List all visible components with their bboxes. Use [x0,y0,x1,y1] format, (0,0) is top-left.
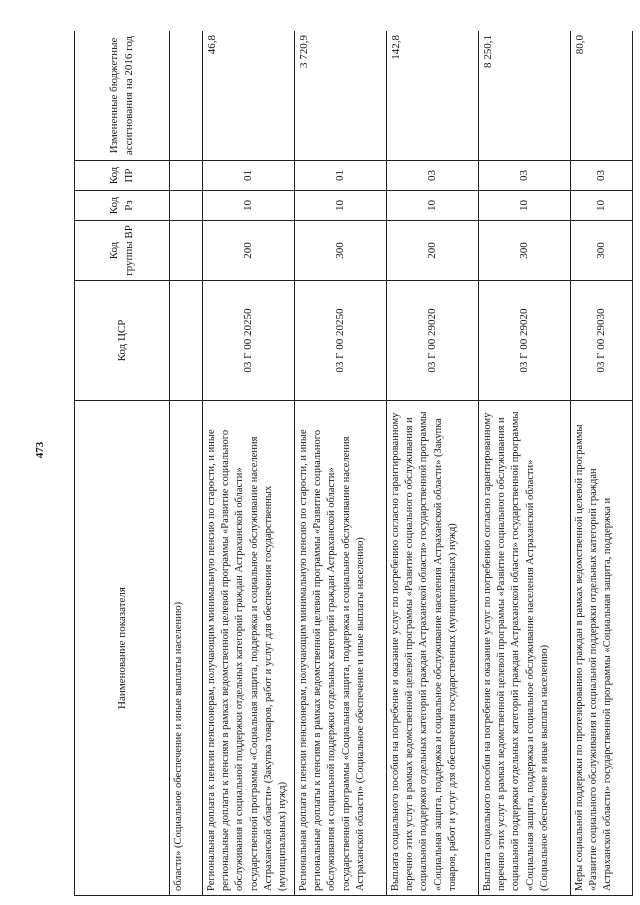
table-row [479,31,571,896]
table-row [387,31,479,896]
cell-sum [170,31,203,161]
cell-sum: 80,0 [571,31,633,161]
budget-table-wrapper [74,31,633,896]
header-rz: Код Рз [75,191,170,221]
cell-csr: 03 Г 00 20250 [203,281,295,401]
cell-vr: 300 [295,221,387,281]
header-pr: Код ПР [75,161,170,191]
cell-csr: 03 Г 00 29020 [479,281,571,401]
cell-rz: 10 [479,191,571,221]
cell-name: Выплата социального пособия на погребение и оказание услуг по погребению согласно гарантированному перечню этих услуг в рамках ведомственной целевой программы «Развитие социального обслуживания и социальной поддержки отдельных категорий граждан Астраханской области» государственной программы «Социальная защита, поддержка и социальное обслуживание населения Астраханской области» (Социальное обеспечение и иные выплаты населению) [479,401,571,896]
cell-pr [170,161,203,191]
cell-sum: 46,8 [203,31,295,161]
cell-rz: 10 [387,191,479,221]
cell-name: Региональная доплата к пенсии пенсионерам, получающим минимальную пенсию по старости, и иные региональные доплаты к пенсиям в рамках ведомственной целевой программы «Развитие социального обслуживания и социальной поддержки отдельных категорий граждан Астраханской области» государственной программы «Социальная защита, поддержка и социальное обслуживание населения Астраханской области» (Социальное обеспечение и иные выплаты населению) [295,401,387,896]
cell-rz: 10 [571,191,633,221]
table-row [295,31,387,896]
page-number: 473 [34,441,46,459]
cell-rz: 10 [295,191,387,221]
cell-pr: 01 [203,161,295,191]
cell-rz: 10 [203,191,295,221]
table-row [170,31,203,896]
cell-name: Региональная доплата к пенсии пенсионерам, получающим минимальную пенсию по старости, и иные региональные доплаты к пенсиям в рамках ведомственной целевой программы «Развитие социального обслуживания и социальной поддержки отдельных категорий граждан Астраханской области» государственной программы «Социальная защита, поддержка и социальное обслуживание населения Астраханской области» (Закупка товаров, работ и услуг для обеспечения государственных (муниципальных) нужд) [203,401,295,896]
cell-vr: 200 [387,221,479,281]
cell-sum: 142,8 [387,31,479,161]
cell-name: области» (Социальное обеспечение и иные выплаты населению) [170,401,203,896]
table-row [571,31,633,896]
cell-pr: 01 [295,161,387,191]
cell-vr [170,221,203,281]
cell-name: Меры социальной поддержки по протезированию граждан в рамках ведомственной целевой программы «Развитие социального обслуживания и социальной поддержки отдельных категорий граждан Астраханской области» государственной программы «Социальная защита, поддержка и [571,401,633,896]
cell-sum: 8 250,1 [479,31,571,161]
cell-csr [170,281,203,401]
cell-csr: 03 Г 00 20250 [295,281,387,401]
cell-rz [170,191,203,221]
cell-sum: 3 720,9 [295,31,387,161]
header-row [75,31,170,896]
cell-name: Выплата социального пособия на погребение и оказание услуг по погребению согласно гарантированному перечню этих услуг в рамках ведомственной целевой программы «Развитие социального обслуживания и социальной поддержки отдельных категорий граждан Астраханской области» государственной программы «Социальная защита, поддержка и социальное обслуживание населения Астраханской области» (Закупка товаров, работ и услуг для обеспечения государственных (муниципальных) нужд) [387,401,479,896]
cell-vr: 300 [571,221,633,281]
header-name: Наименование показателя [75,401,170,896]
header-vr: Код группы ВР [75,221,170,281]
table-row [203,31,295,896]
cell-csr: 03 Г 00 29020 [387,281,479,401]
cell-pr: 03 [571,161,633,191]
rotated-page [74,31,633,896]
header-csr: Код ЦСР [75,281,170,401]
cell-vr: 200 [203,221,295,281]
cell-pr: 03 [479,161,571,191]
header-sum: Измененные бюджетные ассигнования на 2016 год [75,31,170,161]
cell-vr: 300 [479,221,571,281]
budget-table [74,31,633,896]
cell-csr: 03 Г 00 29030 [571,281,633,401]
cell-pr: 03 [387,161,479,191]
